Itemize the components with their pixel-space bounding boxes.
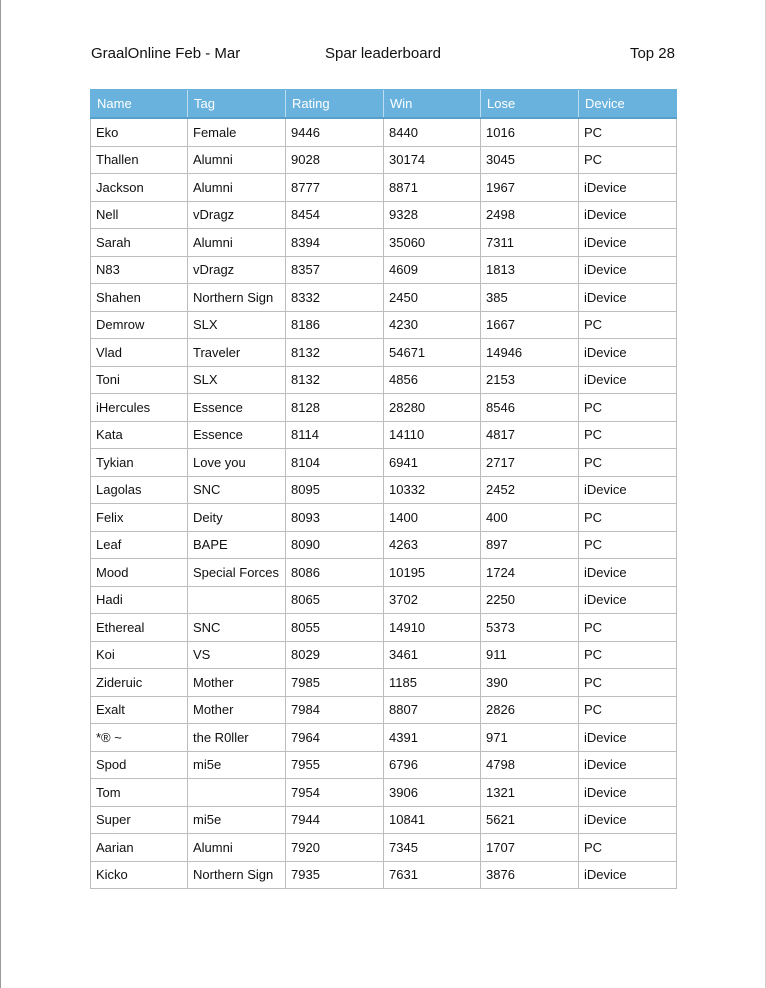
cell-device: iDevice <box>579 751 677 779</box>
cell-lose: 4798 <box>481 751 579 779</box>
cell-tag: the R0ller <box>188 724 286 752</box>
table-row <box>91 118 677 146</box>
cell-name: Sarah <box>91 229 188 257</box>
cell-tag: Northern Sign <box>188 284 286 312</box>
cell-device: iDevice <box>579 174 677 202</box>
table-row <box>91 146 677 174</box>
cell-lose: 3876 <box>481 861 579 889</box>
cell-lose: 2498 <box>481 201 579 229</box>
table-row <box>91 696 677 724</box>
cell-lose: 7311 <box>481 229 579 257</box>
cell-name: Koi <box>91 641 188 669</box>
cell-name: Spod <box>91 751 188 779</box>
cell-rating: 8394 <box>286 229 384 257</box>
page-header <box>91 45 675 67</box>
table-row <box>91 586 677 614</box>
cell-win: 3702 <box>384 586 481 614</box>
cell-win: 6941 <box>384 449 481 477</box>
cell-name: Shahen <box>91 284 188 312</box>
cell-tag: Deity <box>188 504 286 532</box>
cell-lose: 971 <box>481 724 579 752</box>
cell-tag: SLX <box>188 311 286 339</box>
cell-lose: 2717 <box>481 449 579 477</box>
table-row <box>91 559 677 587</box>
cell-device: iDevice <box>579 284 677 312</box>
cell-lose: 911 <box>481 641 579 669</box>
cell-name: Jackson <box>91 174 188 202</box>
cell-lose: 1967 <box>481 174 579 202</box>
table-row <box>91 174 677 202</box>
cell-tag: mi5e <box>188 806 286 834</box>
cell-win: 8871 <box>384 174 481 202</box>
cell-tag: Mother <box>188 669 286 697</box>
column-header-win: Win <box>384 90 481 119</box>
cell-rating: 8086 <box>286 559 384 587</box>
cell-lose: 2153 <box>481 366 579 394</box>
cell-rating: 8093 <box>286 504 384 532</box>
table-row <box>91 201 677 229</box>
cell-tag: BAPE <box>188 531 286 559</box>
cell-name: Felix <box>91 504 188 532</box>
header-title: GraalOnline Feb - Mar <box>91 45 241 62</box>
cell-rating: 8357 <box>286 256 384 284</box>
cell-device: iDevice <box>579 256 677 284</box>
cell-win: 10332 <box>384 476 481 504</box>
cell-device: PC <box>579 394 677 422</box>
table-row <box>91 394 677 422</box>
cell-name: Zideruic <box>91 669 188 697</box>
cell-lose: 5621 <box>481 806 579 834</box>
column-header-device: Device <box>579 90 677 119</box>
cell-lose: 5373 <box>481 614 579 642</box>
cell-win: 4391 <box>384 724 481 752</box>
cell-lose: 1321 <box>481 779 579 807</box>
cell-device: iDevice <box>579 586 677 614</box>
cell-rating: 7944 <box>286 806 384 834</box>
cell-lose: 14946 <box>481 339 579 367</box>
cell-rating: 8332 <box>286 284 384 312</box>
cell-lose: 1016 <box>481 118 579 146</box>
cell-win: 7631 <box>384 861 481 889</box>
table-row <box>91 834 677 862</box>
cell-win: 4263 <box>384 531 481 559</box>
table-row <box>91 256 677 284</box>
cell-name: Kata <box>91 421 188 449</box>
header-count: Top 28 <box>629 45 675 62</box>
cell-name: Exalt <box>91 696 188 724</box>
cell-rating: 8029 <box>286 641 384 669</box>
cell-win: 4230 <box>384 311 481 339</box>
cell-device: PC <box>579 641 677 669</box>
cell-win: 30174 <box>384 146 481 174</box>
cell-name: Ethereal <box>91 614 188 642</box>
table-row <box>91 366 677 394</box>
table-row <box>91 339 677 367</box>
table-row <box>91 779 677 807</box>
cell-lose: 1667 <box>481 311 579 339</box>
cell-rating: 8186 <box>286 311 384 339</box>
cell-win: 3906 <box>384 779 481 807</box>
cell-lose: 4817 <box>481 421 579 449</box>
cell-lose: 385 <box>481 284 579 312</box>
cell-device: PC <box>579 834 677 862</box>
cell-tag: VS <box>188 641 286 669</box>
cell-lose: 400 <box>481 504 579 532</box>
cell-device: PC <box>579 449 677 477</box>
cell-rating: 8065 <box>286 586 384 614</box>
table-row <box>91 229 677 257</box>
cell-device: iDevice <box>579 366 677 394</box>
cell-device: PC <box>579 504 677 532</box>
table-body <box>91 118 677 889</box>
cell-rating: 8095 <box>286 476 384 504</box>
cell-device: PC <box>579 531 677 559</box>
table-row <box>91 751 677 779</box>
cell-win: 54671 <box>384 339 481 367</box>
cell-name: Demrow <box>91 311 188 339</box>
cell-name: Lagolas <box>91 476 188 504</box>
cell-win: 6796 <box>384 751 481 779</box>
cell-rating: 7920 <box>286 834 384 862</box>
cell-win: 9328 <box>384 201 481 229</box>
cell-rating: 7964 <box>286 724 384 752</box>
cell-lose: 2250 <box>481 586 579 614</box>
cell-lose: 3045 <box>481 146 579 174</box>
cell-lose: 2826 <box>481 696 579 724</box>
cell-tag: Alumni <box>188 174 286 202</box>
cell-win: 14910 <box>384 614 481 642</box>
cell-win: 2450 <box>384 284 481 312</box>
cell-rating: 8104 <box>286 449 384 477</box>
table-row <box>91 531 677 559</box>
cell-device: PC <box>579 421 677 449</box>
cell-name: N83 <box>91 256 188 284</box>
cell-tag: mi5e <box>188 751 286 779</box>
cell-name: Thallen <box>91 146 188 174</box>
cell-rating: 7935 <box>286 861 384 889</box>
cell-device: iDevice <box>579 779 677 807</box>
cell-rating: 8055 <box>286 614 384 642</box>
cell-win: 7345 <box>384 834 481 862</box>
cell-name: Vlad <box>91 339 188 367</box>
cell-tag <box>188 779 286 807</box>
cell-tag: Northern Sign <box>188 861 286 889</box>
cell-tag: Mother <box>188 696 286 724</box>
cell-device: PC <box>579 669 677 697</box>
cell-rating: 7984 <box>286 696 384 724</box>
cell-win: 1400 <box>384 504 481 532</box>
cell-win: 35060 <box>384 229 481 257</box>
table-row <box>91 861 677 889</box>
cell-device: iDevice <box>579 559 677 587</box>
table-row <box>91 641 677 669</box>
cell-name: Hadi <box>91 586 188 614</box>
cell-name: Kicko <box>91 861 188 889</box>
cell-rating: 8777 <box>286 174 384 202</box>
cell-device: PC <box>579 118 677 146</box>
column-header-name: Name <box>91 90 188 119</box>
cell-rating: 7955 <box>286 751 384 779</box>
cell-lose: 390 <box>481 669 579 697</box>
cell-name: Mood <box>91 559 188 587</box>
cell-tag: vDragz <box>188 201 286 229</box>
column-header-lose: Lose <box>481 90 579 119</box>
table-row <box>91 724 677 752</box>
cell-tag: Female <box>188 118 286 146</box>
cell-win: 10841 <box>384 806 481 834</box>
cell-win: 4609 <box>384 256 481 284</box>
page-edge-left <box>0 0 1 988</box>
cell-rating: 8128 <box>286 394 384 422</box>
table-row <box>91 669 677 697</box>
cell-win: 28280 <box>384 394 481 422</box>
cell-win: 3461 <box>384 641 481 669</box>
cell-win: 10195 <box>384 559 481 587</box>
cell-device: PC <box>579 614 677 642</box>
cell-device: iDevice <box>579 861 677 889</box>
cell-win: 14110 <box>384 421 481 449</box>
cell-tag: SNC <box>188 476 286 504</box>
cell-name: Nell <box>91 201 188 229</box>
cell-device: iDevice <box>579 724 677 752</box>
cell-device: iDevice <box>579 201 677 229</box>
cell-name: Tykian <box>91 449 188 477</box>
cell-rating: 8114 <box>286 421 384 449</box>
cell-tag: Alumni <box>188 834 286 862</box>
cell-lose: 2452 <box>481 476 579 504</box>
column-header-rating: Rating <box>286 90 384 119</box>
cell-device: PC <box>579 311 677 339</box>
cell-device: iDevice <box>579 806 677 834</box>
cell-win: 4856 <box>384 366 481 394</box>
table-row <box>91 614 677 642</box>
table-row <box>91 806 677 834</box>
header-subtitle: Spar leaderboard <box>325 45 441 62</box>
cell-name: Aarian <box>91 834 188 862</box>
cell-tag: SLX <box>188 366 286 394</box>
cell-rating: 8132 <box>286 339 384 367</box>
cell-name: Toni <box>91 366 188 394</box>
cell-name: Tom <box>91 779 188 807</box>
cell-lose: 1724 <box>481 559 579 587</box>
cell-rating: 9028 <box>286 146 384 174</box>
table-row <box>91 449 677 477</box>
cell-device: iDevice <box>579 229 677 257</box>
cell-device: PC <box>579 146 677 174</box>
table-header-row <box>91 90 677 119</box>
cell-tag: Traveler <box>188 339 286 367</box>
cell-lose: 8546 <box>481 394 579 422</box>
cell-name: Eko <box>91 118 188 146</box>
cell-tag: Special Forces <box>188 559 286 587</box>
cell-win: 8807 <box>384 696 481 724</box>
table-row <box>91 284 677 312</box>
cell-win: 8440 <box>384 118 481 146</box>
cell-tag: Love you <box>188 449 286 477</box>
cell-name: Leaf <box>91 531 188 559</box>
cell-device: PC <box>579 696 677 724</box>
cell-rating: 9446 <box>286 118 384 146</box>
table-row <box>91 476 677 504</box>
cell-tag: vDragz <box>188 256 286 284</box>
cell-name: *® ~ <box>91 724 188 752</box>
cell-tag: SNC <box>188 614 286 642</box>
cell-tag: Alumni <box>188 146 286 174</box>
cell-name: iHercules <box>91 394 188 422</box>
cell-lose: 897 <box>481 531 579 559</box>
cell-rating: 8132 <box>286 366 384 394</box>
column-header-tag: Tag <box>188 90 286 119</box>
cell-win: 1185 <box>384 669 481 697</box>
cell-rating: 8454 <box>286 201 384 229</box>
cell-lose: 1707 <box>481 834 579 862</box>
cell-device: iDevice <box>579 476 677 504</box>
table-row <box>91 504 677 532</box>
cell-tag: Alumni <box>188 229 286 257</box>
table-row <box>91 421 677 449</box>
cell-tag <box>188 586 286 614</box>
leaderboard-table <box>90 89 677 889</box>
cell-rating: 7954 <box>286 779 384 807</box>
table-row <box>91 311 677 339</box>
cell-name: Super <box>91 806 188 834</box>
cell-device: iDevice <box>579 339 677 367</box>
cell-rating: 7985 <box>286 669 384 697</box>
cell-tag: Essence <box>188 421 286 449</box>
cell-tag: Essence <box>188 394 286 422</box>
cell-lose: 1813 <box>481 256 579 284</box>
cell-rating: 8090 <box>286 531 384 559</box>
